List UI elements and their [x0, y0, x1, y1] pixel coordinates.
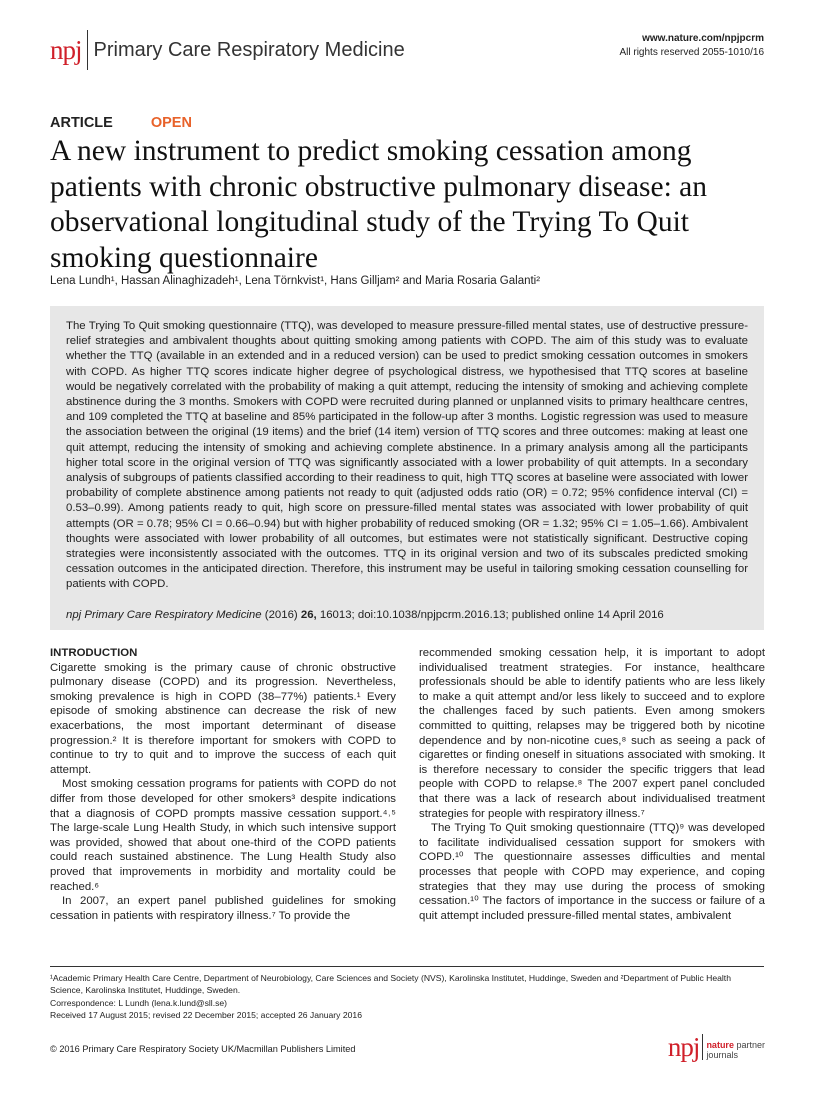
article-label: ARTICLE: [50, 115, 113, 131]
paragraph: recommended smoking cessation help, it is important to adopt individualised treatment strategies. For instance, healthcare professionals should be able to identify patients who are less likely to make a quit attempt and/or less likely to succeed and to explore the challenges faced by such patients. Even among smokers committed to quitting, relapses may be triggered both by nicotine dependence and by non-nicotine cues,⁸ such as seeing a pack of cigarettes or finding oneself in situations associated with smoking. It is therefore necessary to consider the specific triggers that lead people with COPD to relapse.⁸ The 2007 expert panel concluded that there was a lack of research about individualised treatment strategies for people with respiratory illness.⁷: [419, 647, 765, 820]
article-type: [50, 115, 192, 131]
logo-divider: [87, 30, 88, 70]
author-list: Lena Lundh¹, Hassan Alinaghizadeh¹, Lena Törnkvist¹, Hans Gilljam² and Maria Rosaria Galanti²: [50, 275, 541, 287]
copyright: © 2016 Primary Care Respiratory Society UK/Macmillan Publishers Limited: [50, 1044, 356, 1054]
dates: Received 17 August 2015; revised 22 December 2015; accepted 26 January 2016: [50, 1010, 362, 1021]
journal-name: Primary Care Respiratory Medicine: [93, 38, 405, 61]
citation-doi: 16013; doi:10.1038/npjpcrm.2016.13; published online 14 April 2016: [316, 608, 664, 621]
journal-logo: [50, 30, 405, 70]
rights-text: All rights reserved 2055-1010/16: [619, 47, 764, 58]
logo-nature: nature: [706, 1040, 734, 1050]
citation-volume: 26,: [300, 608, 317, 621]
section-heading: INTRODUCTION: [50, 647, 138, 659]
nature-partner-journals-logo: [668, 1034, 765, 1060]
npj-logo-mark: npj: [50, 34, 82, 65]
logo-divider: [702, 1034, 703, 1060]
affiliations: ¹Academic Primary Health Care Centre, Department of Neurobiology, Care Sciences and Society (NVS), Karolinska Institutet, Huddinge, Sweden and ²Department of Public Health Science, Karolinska Institutet, Huddinge, Sweden.: [50, 973, 731, 996]
journal-url[interactable]: www.nature.com/npjpcrm: [642, 33, 764, 44]
body-column-left: [50, 646, 396, 923]
logo-text: [706, 1040, 765, 1060]
logo-partner: partner: [736, 1040, 765, 1050]
citation-journal: npj Primary Care Respiratory Medicine: [66, 608, 262, 621]
paragraph: Most smoking cessation programs for patients with COPD do not differ from those developed for other smokers³ despite indications that a diagnosis of COPD prompts massive cessation support.⁴˒⁵ The large-scale Lung Health Study, in which such intensive support was provided, showed that about one-third of the COPD patients could reach sustained abstinence. The Lung Health Study also proved that improvements in morbidity and mortality could be reached.⁶: [50, 778, 396, 893]
footnotes: [50, 966, 764, 1022]
abstract-box: [50, 306, 764, 630]
logo-journals: journals: [706, 1050, 738, 1060]
paragraph: In 2007, an expert panel published guidelines for smoking cessation in patients with respiratory illness.⁷ To provide the: [50, 895, 396, 922]
paragraph: The Trying To Quit smoking questionnaire (TTQ)⁹ was developed to facilitate individualised cessation support for smokers with COPD.¹⁰ The questionnaire assesses difficulties and mental processes that people with COPD may experience, and coping strategies that they may use during the process of smoking cessation.¹⁰ The factors of importance in the success or failure of a quit attempt included pressure-filled mental states, ambivalent: [419, 822, 765, 922]
paragraph: Cigarette smoking is the primary cause of chronic obstructive pulmonary disease (COPD) and its progression. Nevertheless, smoking prevalence is high in COPD (38–77%) patients.¹ Every episode of smoking abstinence can decrease the risk of new exacerbations, the most important determinant of disease progression.² It is therefore important for smokers with COPD to continue to try to quit and to improve the success of each quit attempt.: [50, 661, 396, 776]
article-title: A new instrument to predict smoking cessation among patients with chronic obstructive pulmonary disease: an observational longitudinal study of the Trying To Quit smoking questionnaire: [50, 135, 708, 274]
citation-year: (2016): [261, 608, 301, 621]
npj-logo-mark: npj: [667, 1032, 700, 1062]
open-access-label: OPEN: [150, 115, 192, 131]
citation-line: [66, 608, 748, 623]
header-meta: [619, 32, 764, 60]
abstract-text: The Trying To Quit smoking questionnaire (TTQ), was developed to measure pressure-filled mental states, use of destructive pressure-relief strategies and ambivalent thoughts about quitting smoking among patients with COPD. The aim of this study was to evaluate whether the TTQ (available in an extended and in a reduced version) can be used to predict smoking cessation outcomes in smokers with COPD. As higher TTQ scores indicate higher degree of psychological distress, we hypothesised that TTQ scores at baseline would be negatively correlated with the probability of making a quit attempt, reducing the intensity of smoking and achieving complete abstinence during the 3 months. Smokers with COPD were recruited during planned or unplanned visits to primary healthcare centres, and 109 completed the TTQ at baseline and 85% participated in the follow-up after 3 months. Logistic regression was used to measure the association between the original (19 items) and the brief (14 item) version of TTQ scores and three outcomes: making at least one quit attempt, reducing the intensity of smoking and achieving complete abstinence. In a primary analysis among all the participants higher total score in the original version of TTQ was significantly associated with a lower probability of quit attempts. In a secondary analysis of subgroups of patients classified according to their readiness to quit, high TTQ scores at baseline were associated with lower probability of complete abstinence among patients not ready to quit (adjusted odds ratio (OR) = 0.72; 95% confidence interval (CI) = 0.53–0.99). Among patients ready to quit, high score on pressure-filled mental states was associated with lower probability of quit attempts (OR = 0.78; 95% CI = 0.66–0.94) but with higher probability of reduced smoking (OR = 1.32; 95% CI = 1.05–1.66). Ambivalent thoughts were associated with lower probability of all outcomes, but estimates were not statistically significant. Destructive coping strategies were inconsistently associated with the outcomes. TTQ in its original version and two of its subscales predicted smoking cessation outcomes in the anticipated direction. Therefore, this instrument may be useful in tailoring smoking cessation counselling for patients with COPD.: [66, 320, 748, 591]
correspondence: Correspondence: L Lundh (lena.k.lund@sll.se): [50, 997, 228, 1008]
body-column-right: [419, 646, 765, 923]
